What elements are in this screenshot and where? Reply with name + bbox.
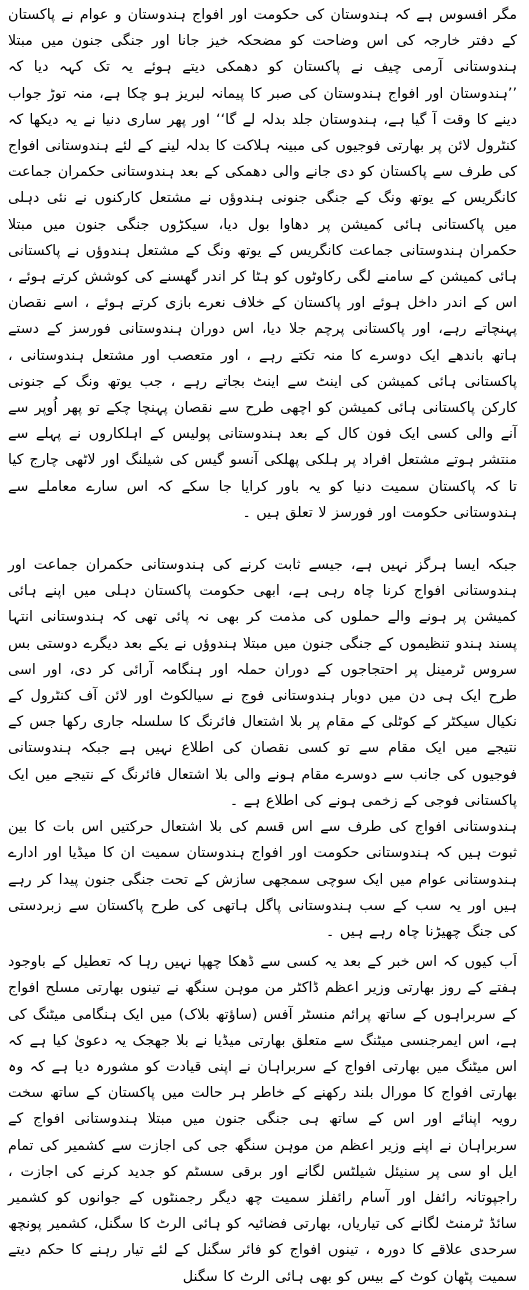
- article-paragraph-1: مگر افسوس ہے کہ ہندوستان کی حکومت اور افواج ہندوستان و عوام نے پاکستان کے دفتر خارجہ کی اس وضاحت کو مضحکہ خیز جانا اور جنگی جنون میں مبتلا ہندوستانی آرمی چیف نے پاکستان کو دھمکی دیتے ہوئے یہ تک کہہ دیا کہ ’’ہندوستان اور افواج ہندوستان کی صبر کا پیمانہ لبریز ہو چکا ہے، منہ توڑ جواب دینے کا وقت آ گیا ہے، ہندوستان جلد بدلہ لے گا‘‘ اور پھر ساری دنیا نے یہ دیکھا کہ کنٹرول لائن پر بھارتی فوجیوں کی مبینہ ہلاکت کا بدلہ لینے کے لئے ہندوستانی افواج کی طرف سے پاکستان کو دی جانے والی دھمکی کے بعد ہندوستانی حکمران جماعت کانگریس کے یوتھ ونگ کے جنگی جنونی ہندوؤں نے مشتعل کارکنوں نے نئی دہلی میں پاکستانی ہائی کمیشن پر دھاوا بول دیا، سیکڑوں جنگی جنون میں مبتلا حکمران ہندوستانی جماعت کانگریس کے یوتھ ونگ کے مشتعل ہندوؤں نے پاکستانی ہائی کمیشن کے سامنے لگی رکاوٹوں کو ہٹا کر اندر گھسنے کی کوشش کرتے ہوئے ، اس کے اندر داخل ہوئے اور پاکستان کے خلاف نعرے بازی کرتے ہوئے ، اسے نقصان پہنچاتے رہے، اور پاکستانی پرچم جلا دیا، اس دوران ہندوستانی فورسز کے دستے ہاتھ باندھے ایک دوسرے کا منہ تکتے رہے ، اور متعصب اور مشتعل ہندوستانی ، پاکستانی ہائی کمیشن کی اینٹ سے اینٹ بجاتے رہے ، جب یوتھ ونگ کے جنونی کارکن پاکستانی ہائی کمیشن کو اچھی طرح سے نقصان پہنچا چکے تو پھر اُوپر سے آنے والی کسی ایک فون کال کے بعد ہندوستانی پولیس کے اہلکاروں نے پہلے سے منتشر ہوتے مشتعل افراد پر ہلکی پھلکی آنسو گیس کی شیلنگ اور لاٹھی چارج کیا تا کہ پاکستان سمیت دنیا کو یہ باور کرایا جا سکے کہ اس سارے معاملے سے ہندوستانی حکومت اور فورسز لا تعلق ہیں ۔: [8, 7, 517, 521]
- article-paragraph-4: اَب کیوں کہ اس خبر کے بعد یہ کسی سے ڈھکا چھپا نہیں رہا کہ تعطیل کے باوجود ہفتے کے روز بھارتی وزیر اعظم ڈاکٹر من موہن سنگھ نے تینوں بھارتی مسلح افواج کے سربراہوں کے ساتھ پرائم منسٹر آفس (ساؤتھ بلاک) میں ایک ہنگامی میٹنگ کی ہے، اس ایمرجنسی میٹنگ سے متعلق بھارتی میڈیا نے بلا جھجک یہ دعویٰ کیا ہے کہ اس میٹنگ میں بھارتی افواج کے سربراہان نے اپنی قیادت کو مشورہ دیا ہے کہ وہ بھارتی افواج کا مورال بلند رکھنے کے خاطر ہر حالت میں پاکستان کے ساتھ سخت رویہ اپنائے اور اس کے ساتھ ہی جنگی جنون میں مبتلا ہندوستانی افواج کے سربراہان نے اپنے وزیر اعظم من موہن سنگھ جی کی اجازت سے کشمیر کی تمام ایل او سی پر سنیئل شیلٹس لگانے اور برقی سسٹم کو جدید کرنے کی اجازت ، راجپوتانہ رائفل اور آسام رائفلز سمیت چھ دیگر رجمنٹوں کے جوانوں کو کشمیر سائڈ ٹرمنٹ لگانے کی تیاریاں، بھارتی فضائیہ کو ہائی الرٹ کا سگنل، کشمیر پونچھ سرحدی علاقے کا دورہ ، تینوں افواج کو فائر سگنل کے لئے تیار رہنے کا حکم دیتے سمیت پٹھان کوٹ کے بیس کو بھی ہائی الرٹ کا سگنل: [8, 954, 517, 1285]
- paragraph-spacer: [8, 526, 517, 552]
- article-paragraph-2: جبکہ ایسا ہرگز نہیں ہے، جیسے ثابت کرنے کی ہندوستانی حکمران جماعت اور ہندوستانی افواج کرنا چاہ رہی ہے، ابھی حکومت پاکستان دہلی میں اپنے ہائی کمیشن پر ہونے والے حملوں کی مذمت کر بھی نہ پائی تھی کہ ہندوستانی انتہا پسند ہندو تنظیموں کے جنگی جنون میں مبتلا ہندوؤں نے یکے بعد دیگرے دوستی بس سروس ٹرمینل پر احتجاجوں کے دوران حملہ اور ہنگامہ آرائی کر دی، اور اسی طرح ایک ہی دن میں دوبار ہندوستانی فوج نے سیالکوٹ اور لائن آف کنٹرول کے نکیال سیکٹر کے کوٹلی کے مقام پر بلا اشتعال فائرنگ کا سلسلہ جاری رکھا جس کے نتیجے میں ایک مقام سے تو کسی نقصان کی اطلاع نہیں ہے جبکہ ہندوستانی فوجیوں کی جانب سے دوسرے مقام ہونے والی بلا اشتعال فائرنگ کے نتیجے میں ایک پاکستانی فوجی کے زخمی ہونے کی اطلاع ہے ۔: [8, 557, 517, 809]
- article-paragraph-3: ہندوستانی افواج کی طرف سے اس قسم کی بلا اشتعال حرکتیں اس بات کا بین ثبوت ہیں کہ ہندوستانی حکومت اور افواج ہندوستان سمیت ان کا میڈیا اور ادارے ہندوستانی عوام میں ایک سوچی سمجھی سازش کے تحت جنگی جنون پیدا کر رہے ہیں اور یہ سب کے سب ہندوستانی پاگل ہاتھی کی طرح پاکستان سے زبردستی کی جنگ چھیڑنا چاہ رہے ہیں ۔: [8, 819, 517, 940]
